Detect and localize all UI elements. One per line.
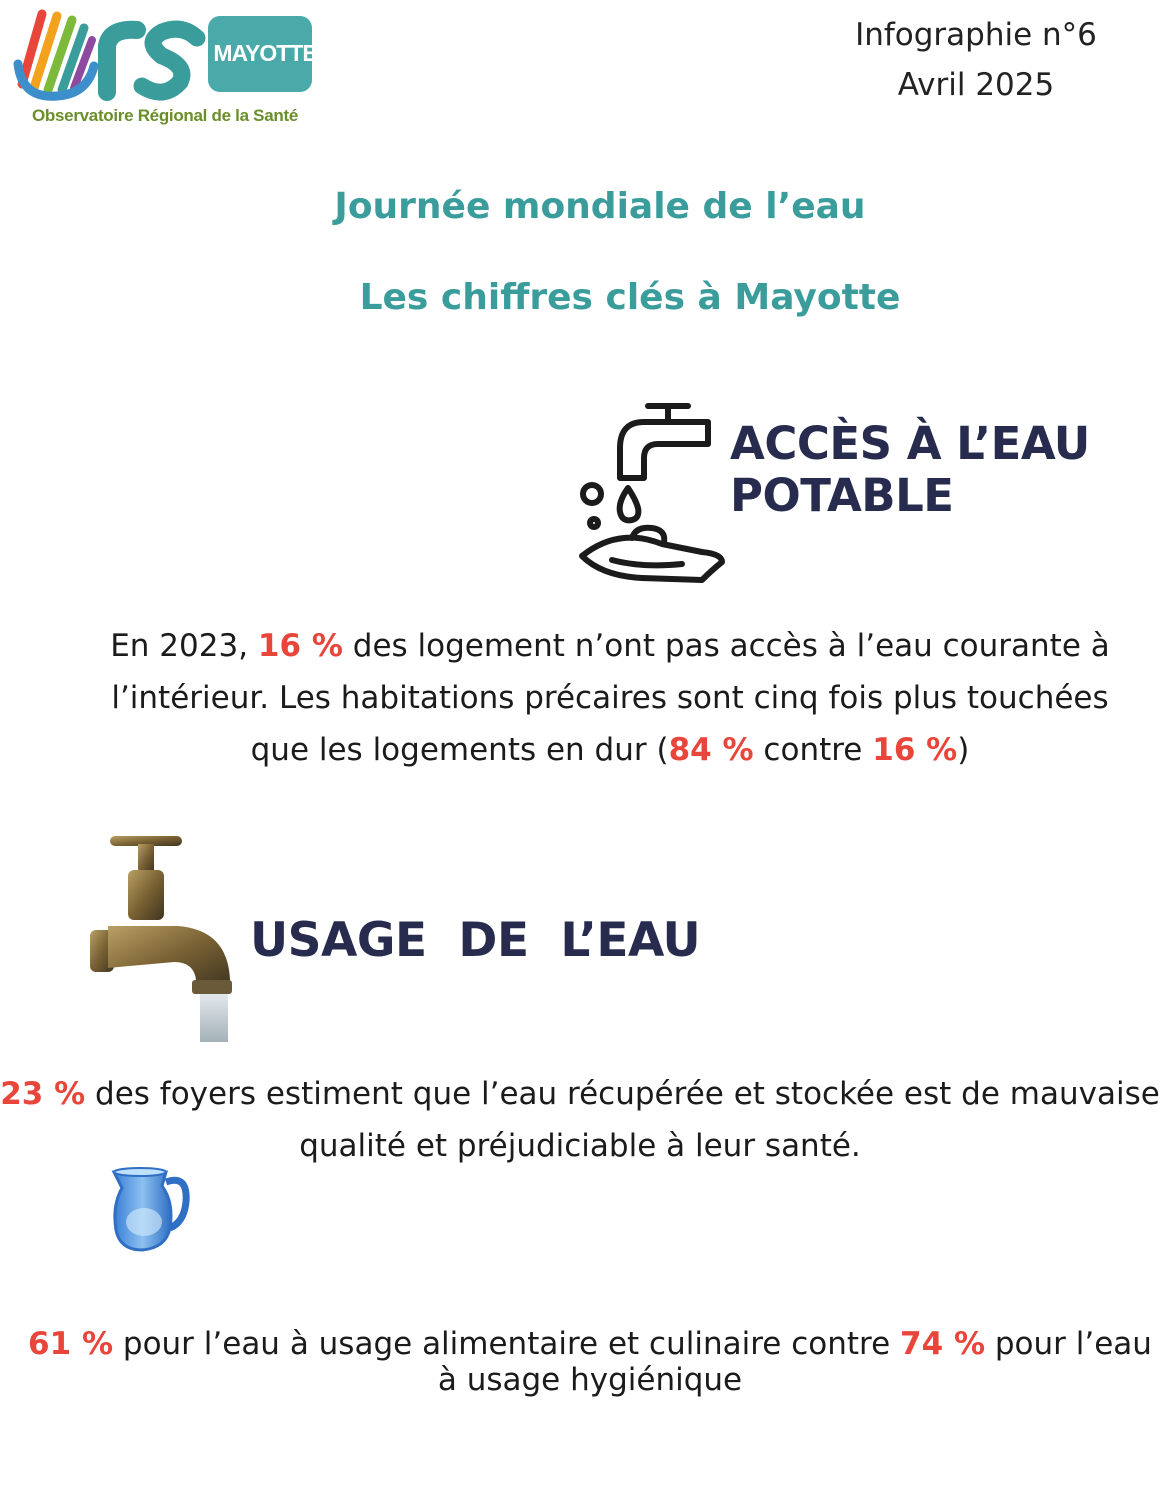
page-title: Journée mondiale de l’eau [334,186,866,227]
access-paragraph [80,620,1140,776]
access-heading-line1: ACCÈS À L’EAU [730,417,1090,470]
usage-paragraph-purpose [20,1326,1160,1398]
ors-logo [12,4,322,134]
faucet-hand-wash-icon [572,400,732,590]
usage-text-hygiene: pour l’eau à usage hygiénique [437,1326,1152,1398]
page-subtitle: Les chiffres clés à Mayotte [359,277,901,318]
access-text-1: En 2023, [110,628,258,664]
logo-badge-label: MAYOTTE [213,40,317,66]
access-heading [730,418,1090,522]
usage-heading: USAGE DE L’EAU [250,913,701,968]
access-pct-1: 16 % [257,628,343,664]
logo-subtitle: Observatoire Régional de la Santé [32,106,298,125]
water-jug-icon [108,1162,190,1256]
usage-text-food: pour l’eau à usage alimentaire et culinaire contre [113,1326,901,1362]
access-heading-line2: POTABLE [730,469,954,522]
usage-text-quality: des foyers estiment que l’eau récupérée et stockée est de mauvaise qualité et préjudiciable à leur santé. [85,1076,1160,1164]
usage-pct-hygiene: 74 % [900,1326,986,1362]
usage-pct-quality: 23 % [0,1076,86,1112]
access-text-4: ) [957,732,970,768]
issue-date: Avril 2025 [897,67,1055,103]
tap-photo-icon [88,830,238,1045]
issue-number: Infographie n°6 [855,17,1097,53]
issue-info [826,10,1126,110]
usage-paragraph-quality [0,1068,1166,1172]
access-text-3: contre [753,732,873,768]
access-pct-2: 84 % [668,732,754,768]
access-text-2: des logement n’ont pas accès à l’eau courante à l’intérieur. Les habitations précaires sont cinq fois plus touchées que les logements en dur ( [111,628,1110,768]
usage-pct-food: 61 % [28,1326,114,1362]
access-pct-3: 16 % [872,732,958,768]
